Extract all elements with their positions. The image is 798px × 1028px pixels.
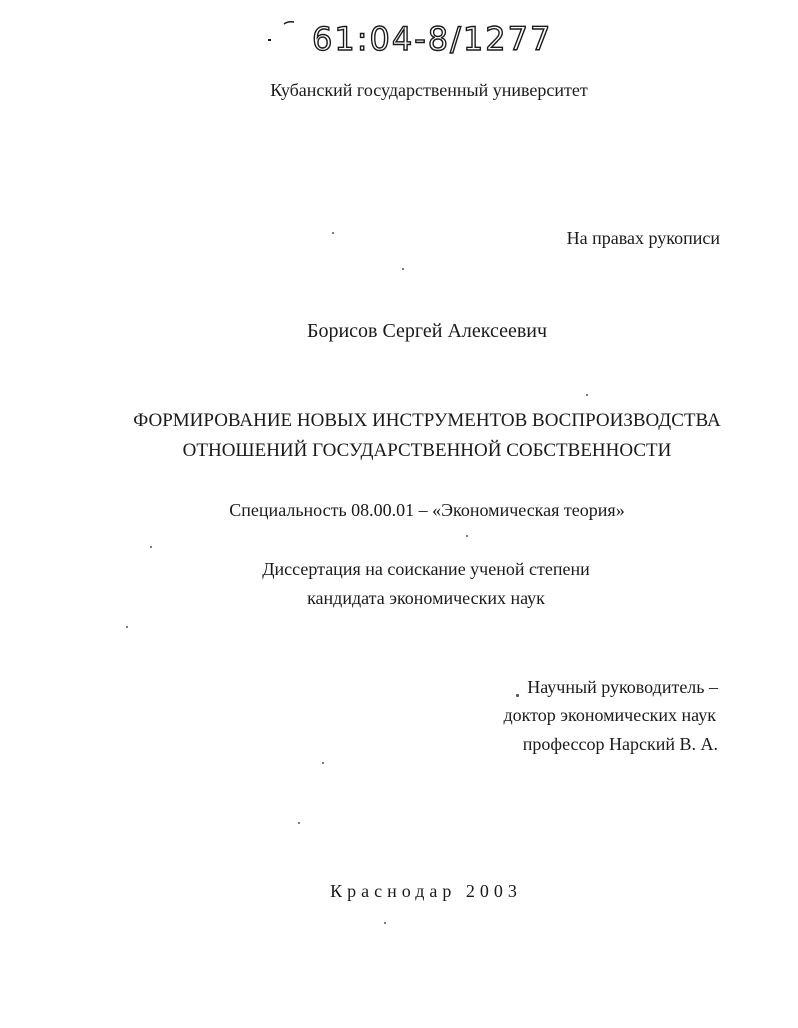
dissertation-line-1: Диссертация на соискание ученой степени [262,559,590,579]
manuscript-rights-note: На правах рукописи [566,228,720,248]
scan-speck [322,762,324,764]
author-name: Борисов Сергей Алексеевич [306,320,548,342]
scan-speck [332,232,334,234]
scan-speck [126,626,128,628]
scan-speck [384,922,386,924]
scan-speck [402,268,404,270]
scan-speck [466,535,468,537]
archive-number-handwritten [262,10,582,66]
specialty-line: Специальность 08.00.01 – «Экономическая теория» [229,500,625,520]
thesis-title-line-1: ФОРМИРОВАНИЕ НОВЫХ ИНСТРУМЕНТОВ ВОСПРОИЗВОДСТВА [133,410,721,431]
dissertation-line-2: кандидата экономических наук [307,588,545,608]
scan-speck [586,394,588,396]
scan-speck [150,546,152,548]
scan-speck [516,694,519,697]
university-name: Кубанский государственный университет [270,80,588,100]
supervisor-label: Научный руководитель – [527,677,718,697]
thesis-title-line-2: ОТНОШЕНИЙ ГОСУДАРСТВЕННОЙ СОБСТВЕННОСТИ [182,440,672,461]
supervisor-degree: доктор экономических наук [503,705,716,725]
scan-speck [298,822,300,824]
archive-number-text: 61:04-8/1277 [312,20,553,58]
city-year: Краснодар 2003 [330,881,522,901]
handwritten-number-drawing [262,10,582,66]
ink-hook-mark [284,22,294,24]
supervisor-name: профессор Нарский В. А. [522,734,718,754]
